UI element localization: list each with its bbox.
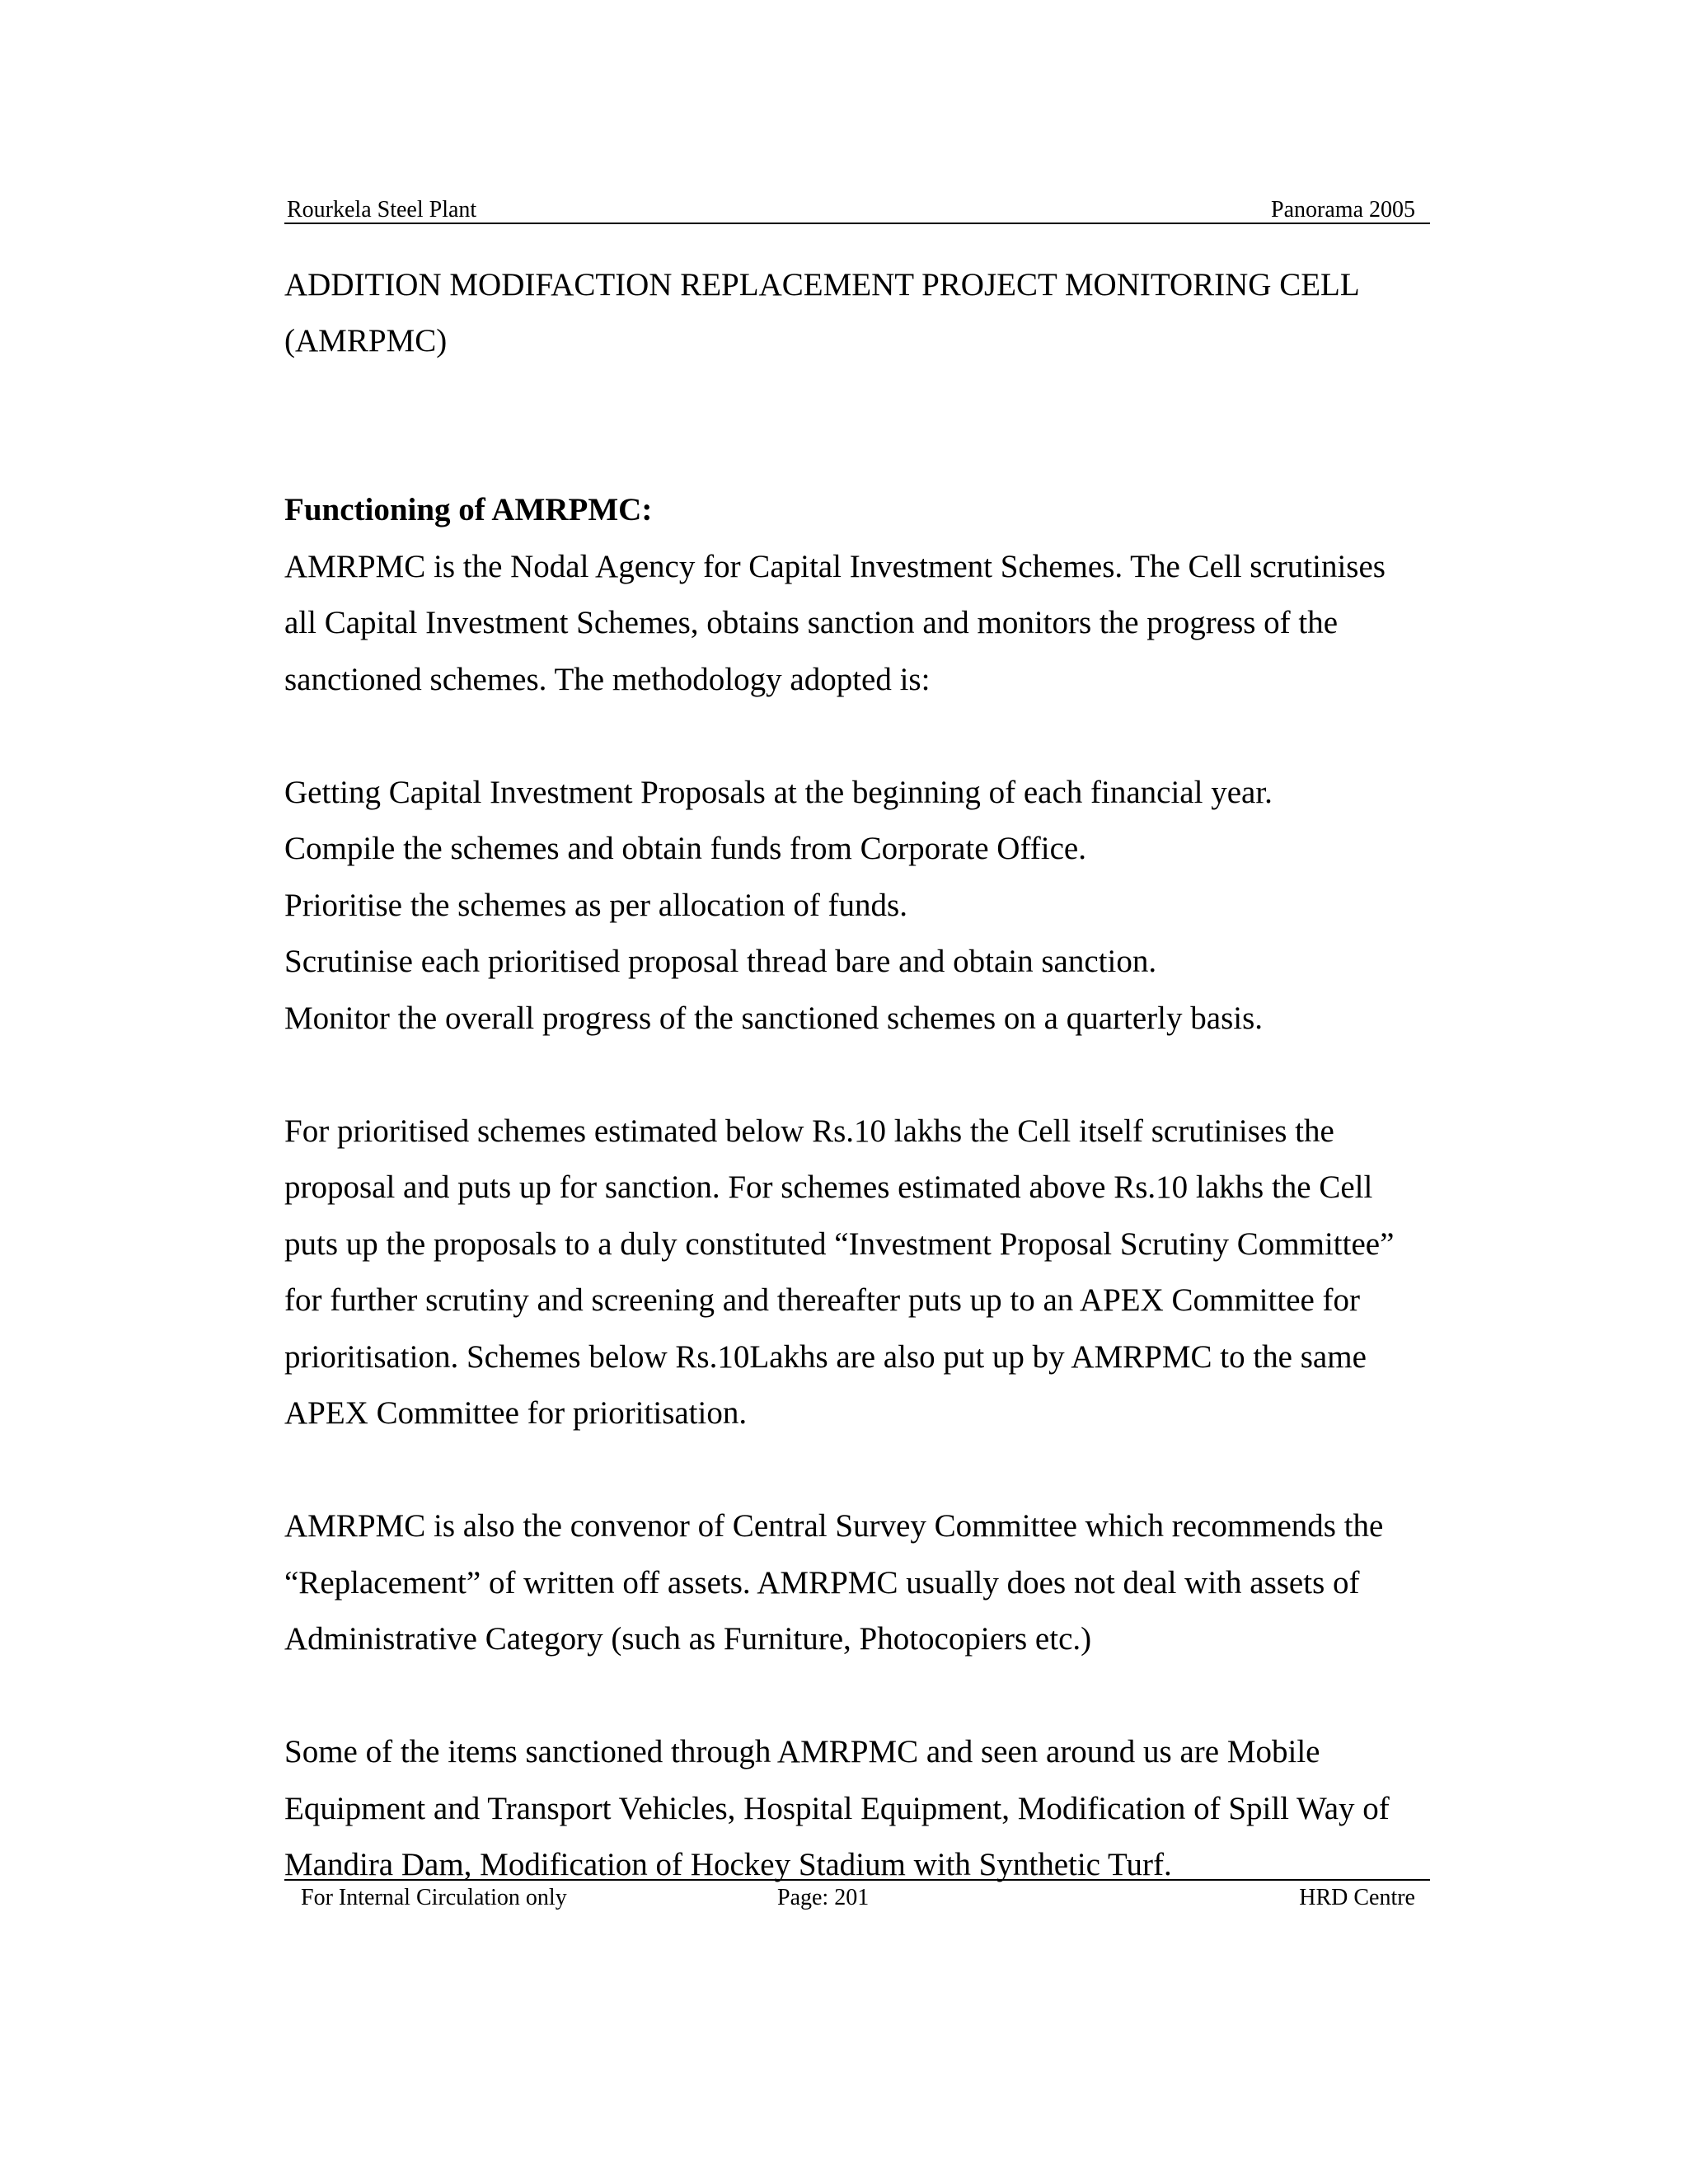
body-line: for further scrutiny and screening and thereafter puts up to an APEX Committee for [284, 1282, 1361, 1318]
paragraph-gap [284, 1047, 1455, 1104]
body-line: APEX Committee for prioritisation. [284, 1395, 748, 1431]
footer-left-text: For Internal Circulation only [301, 1885, 567, 1910]
header-right-text: Panorama 2005 [1271, 197, 1415, 223]
paragraph-gap [284, 1442, 1455, 1499]
running-header [284, 198, 1430, 224]
step-line: Prioritise the schemes as per allocation of funds. [284, 887, 907, 923]
body-line: “Replacement” of written off assets. AMRPMC usually does not deal with assets of [284, 1564, 1360, 1601]
document-body [284, 482, 1455, 1894]
body-line: sanctioned schemes. The methodology adopted is: [284, 661, 931, 697]
body-line: AMRPMC is the Nodal Agency for Capital Investment Schemes. The Cell scrutinises [284, 548, 1386, 584]
section-heading: Functioning of AMRPMC: [284, 492, 653, 527]
body-line: puts up the proposals to a duly constituted “Investment Proposal Scrutiny Committee” [284, 1226, 1395, 1262]
body-line: Some of the items sanctioned through AMRPMC and seen around us are Mobile [284, 1734, 1320, 1769]
paragraph-gap [284, 708, 1455, 765]
header-left-text: Rourkela Steel Plant [287, 197, 477, 223]
page-title [284, 257, 1438, 369]
body-line: proposal and puts up for sanction. For schemes estimated above Rs.10 lakhs the Cell [284, 1169, 1373, 1205]
body-line: Mandira Dam, Modification of Hockey Stadium with Synthetic Turf. [284, 1847, 1172, 1882]
running-footer [284, 1879, 1430, 1914]
page-number: Page: 201 [777, 1885, 870, 1910]
paragraph-gap [284, 1668, 1455, 1725]
step-line: Monitor the overall progress of the sanctioned schemes on a quarterly basis. [284, 1000, 1264, 1036]
step-line: Scrutinise each prioritised proposal thread bare and obtain sanction. [284, 944, 1157, 979]
title-line: ADDITION MODIFACTION REPLACEMENT PROJECT MONITORING CELL [284, 267, 1360, 302]
body-line: AMRPMC is also the convenor of Central Survey Committee which recommends the [284, 1508, 1384, 1544]
title-line: (AMRPMC) [284, 323, 448, 359]
body-line: prioritisation. Schemes below Rs.10Lakhs are also put up by AMRPMC to the same [284, 1338, 1367, 1375]
body-line: Equipment and Transport Vehicles, Hospital Equipment, Modification of Spill Way of [284, 1790, 1390, 1826]
body-line: Administrative Category (such as Furniture, Photocopiers etc.) [284, 1621, 1092, 1657]
body-line: all Capital Investment Schemes, obtains sanction and monitors the progress of the [284, 605, 1339, 640]
footer-right-text: HRD Centre [1299, 1885, 1415, 1910]
step-line: Getting Capital Investment Proposals at the beginning of each financial year. [284, 774, 1273, 810]
body-line: For prioritised schemes estimated below Rs.10 lakhs the Cell itself scrutinises the [284, 1113, 1334, 1149]
step-line: Compile the schemes and obtain funds from Corporate Office. [284, 831, 1086, 866]
